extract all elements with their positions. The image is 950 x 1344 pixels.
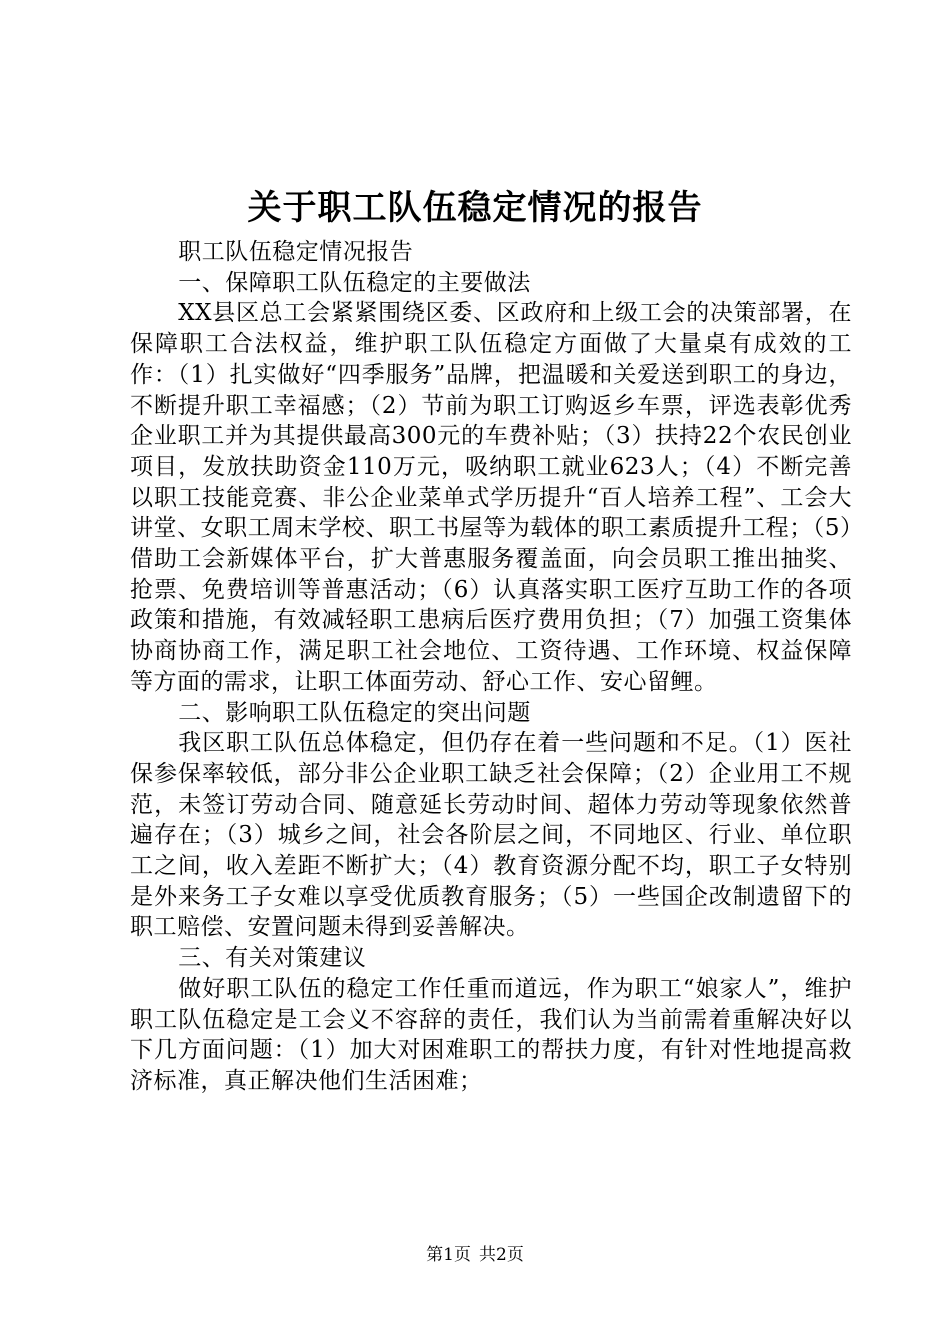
section-heading-3: 三、有关对策建议 [178,945,367,972]
report-subtitle: 职工队伍稳定情况报告 [178,239,414,265]
section-heading-2: 二、影响职工队伍稳定的突出问题 [178,699,531,726]
body-paragraph-3: 做好职工队伍的稳定工作任重而道远，作为职工“娘家人”，维护职工队伍稳定是工会义不容辞的责任，我们认为当前需着重解决好以下几方面问题：（1）加大对困难职工的帮扶力度，有针对性地提高救济标准，真正解决他们生活困难； [130,975,852,1094]
section-heading-1: 一、保障职工队伍稳定的主要做法 [178,269,531,296]
page-number-total: 共2页 [479,1245,524,1265]
page-number-current: 第1页 [426,1245,471,1265]
document-body [130,237,852,1097]
page-footer [0,1243,950,1267]
body-paragraph-1: XX县区总工会紧紧围绕区委、区政府和上级工会的决策部署，在保障职工合法权益，维护职工队伍稳定方面做了大量桌有成效的工作：（1）扎实做好“四季服务”品牌，把温暖和关爱送到职工的身边，不断提升职工幸福感；（2）节前为职工订购返乡车票，评选表彰优秀企业职工并为其提供最高300元的车费补贴；（3）扶持22个农民创业项目，发放扶助资金110万元，吸纳职工就业623人；（4）不断完善以职工技能竞赛、非公企业菜单式学历提升“百人培养工程”、工会大讲堂、女职工周末学校、职工书屋等为载体的职工素质提升工程；（5）借助工会新媒体平台，扩大普惠服务覆盖面，向会员职工推出抽奖、抢票、免费培训等普惠活动；（6）认真落实职工医疗互助工作的各项政策和措施，有效减轻职工患病后医疗费用负担；（7）加强工资集体协商协商工作，满足职工社会地位、工资待遇、工作环境、权益保障等方面的需求，让职工体面劳动、舒心工作、安心留鲤。 [130,300,852,695]
body-paragraph-2: 我区职工队伍总体稳定，但仍存在着一些问题和不足。（1）医社保参保率较低，部分非公企业职工缺乏社会保障；（2）企业用工不规范，未签订劳动合同、随意延长劳动时间、超体力劳动等现象依然普遍存在；（3）城乡之间，社会各阶层之间，不同地区、行业、单位职工之间，收入差距不断扩大；（4）教育资源分配不均，职工子女特别是外来务工子女难以享受优质教育服务；（5）一些国企改制遗留下的职工赔偿、安置问题未得到妥善解决。 [130,730,852,941]
document-title: 关于职工队伍稳定情况的报告 [247,188,703,228]
